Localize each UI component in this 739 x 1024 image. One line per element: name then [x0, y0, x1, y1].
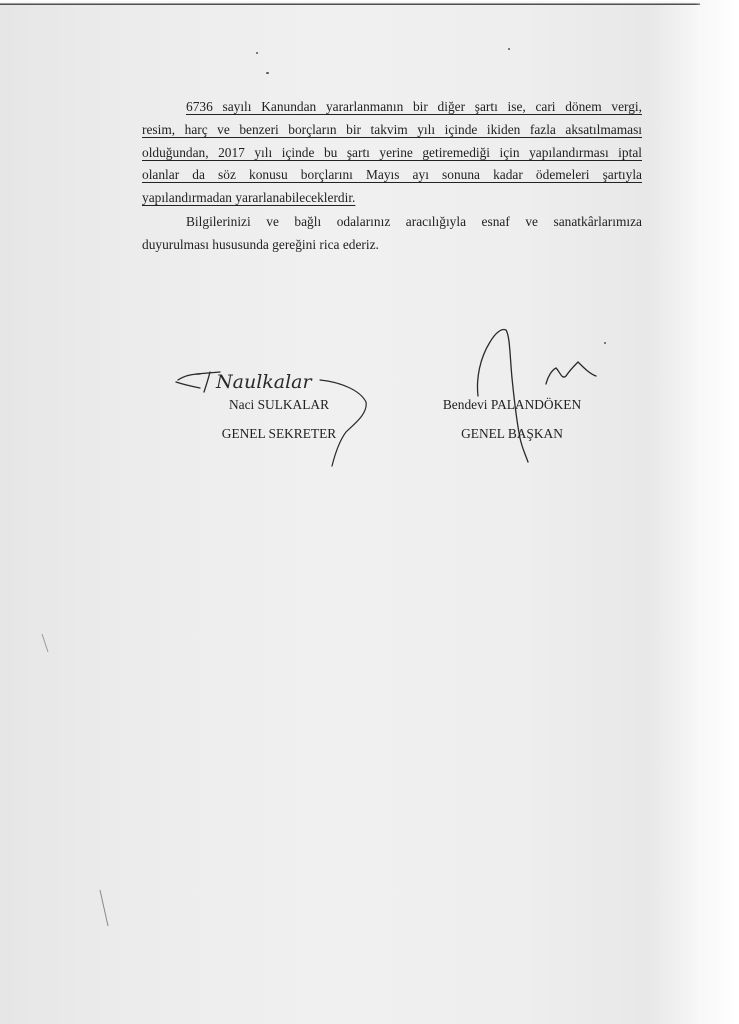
scan-speck: [266, 72, 269, 74]
scan-marks: [96, 886, 126, 946]
paragraph-line: yapılandırmadan yararlanabileceklerdir.: [142, 190, 356, 206]
scan-top-edge: [0, 0, 700, 6]
paragraph-line: olduğundan, 2017 yılı içinde bu şartı yerine getiremediği için yapılandırması iptal: [142, 144, 642, 160]
paragraph-line: Bilgilerinizi ve bağlı odalarınız aracılığıyla esnaf ve sanatkârlarımıza: [186, 214, 642, 229]
paragraph-line: 6736 sayılı Kanundan yararlanmanın bir diğer şartı ise, cari dönem vergi,: [186, 99, 642, 114]
scan-marks: [38, 630, 68, 690]
paragraph-restructuring-condition: [142, 96, 642, 210]
signature-right: [466, 318, 606, 468]
scan-speck: [256, 52, 258, 54]
paragraph-line: duyurulması hususunda gereğini rica ederiz.: [142, 236, 379, 252]
signatory-left: [210, 395, 348, 444]
signatory-name: Bendevi PALANDÖKEN: [442, 397, 582, 412]
scan-speck: [508, 48, 510, 50]
signatory-title: GENEL SEKRETER: [221, 426, 337, 441]
paragraph-line: olanlar da söz konusu borçlarını Mayıs ayı sonuna kadar ödemeleri şartıyla: [142, 167, 642, 183]
signature-left-script: Naulkalar: [216, 371, 312, 393]
paragraph-line: resim, harç ve benzeri borçların bir takvim yılı içinde ikiden fazla aksatılmaması: [142, 121, 642, 137]
signatory-right: [428, 395, 596, 444]
signatory-name: Naci SULKALAR: [228, 397, 330, 412]
signatory-title: GENEL BAŞKAN: [461, 426, 563, 441]
scan-right-margin: [695, 0, 739, 1024]
paragraph-closing-request: [142, 211, 642, 257]
